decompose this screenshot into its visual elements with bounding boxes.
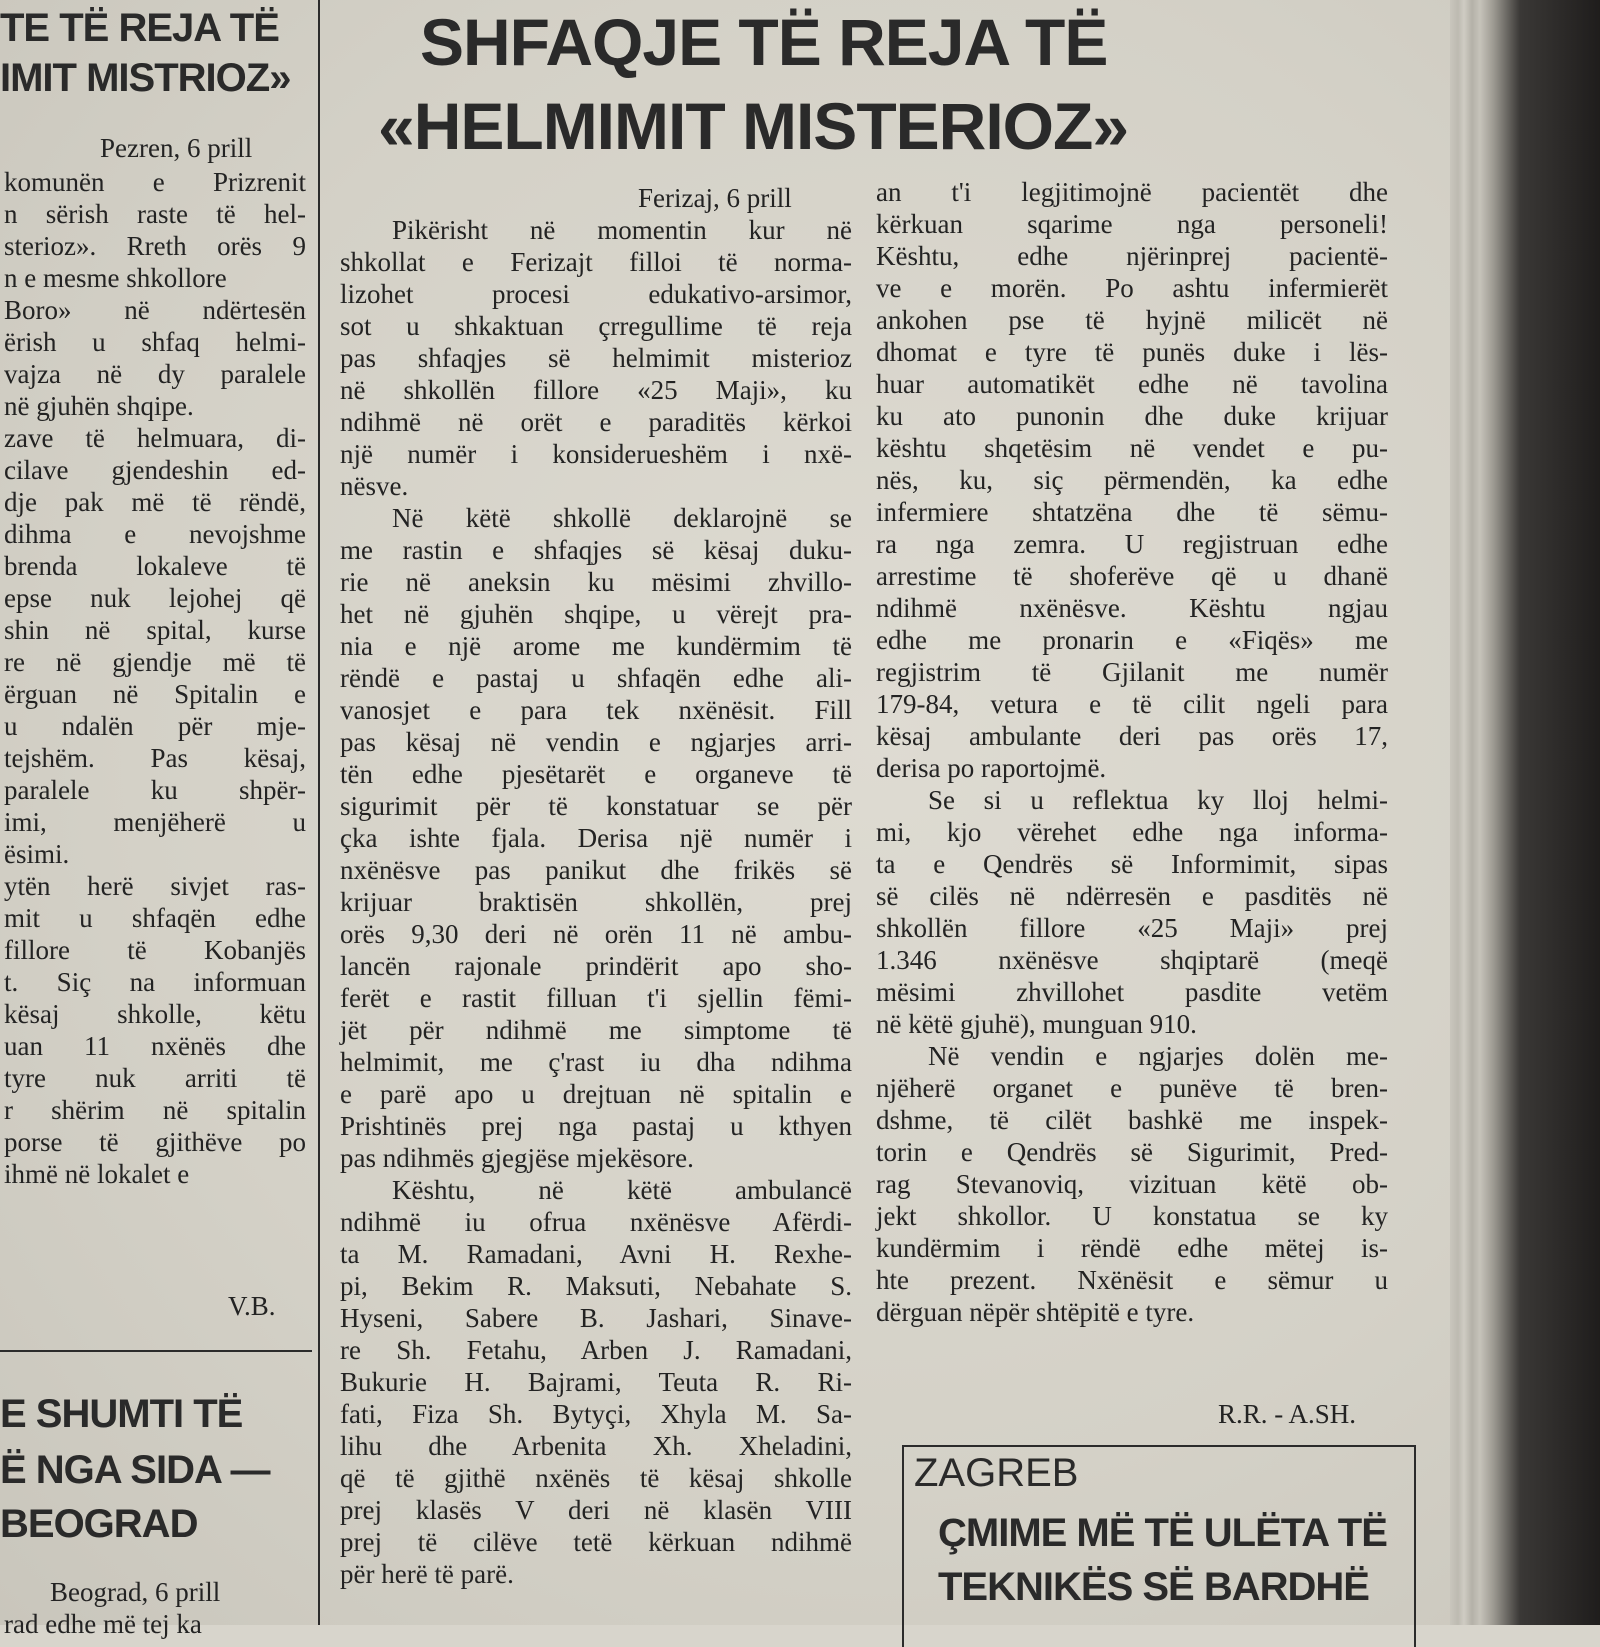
body-line: rag Stevanoviq, vizituan këtë ob- bbox=[876, 1169, 1388, 1199]
body-line: paralele ku shpër- bbox=[4, 775, 306, 805]
body-line: dje pak më të rëndë, bbox=[4, 487, 306, 517]
box-headline-line-2: TEKNIKËS SË BARDHË bbox=[938, 1565, 1369, 1609]
left-top-body bbox=[4, 166, 306, 1190]
body-line: nia e një arome me kundërmim të bbox=[340, 631, 852, 661]
body-line: 1.346 nxënësve shqiptarë (meqë bbox=[876, 945, 1388, 975]
body-line: Në vendin e ngjarjes dolën me- bbox=[928, 1041, 1388, 1071]
body-line: së cilës në ndërresën e pasditës në bbox=[876, 881, 1388, 911]
body-line: ku ato punonin dhe duke krijuar bbox=[876, 401, 1388, 431]
body-line: pi, Bekim R. Maksuti, Nebahate S. bbox=[340, 1271, 852, 1301]
body-line: ndihmë iu ofrua nxënësve Afërdi- bbox=[340, 1207, 852, 1237]
body-line: vajza në dy paralele bbox=[4, 359, 306, 389]
body-line: infermiere shtatzëna dhe të sëmu- bbox=[876, 497, 1388, 527]
main-headline-line-2: «HELMIMIT MISTERIOZ» bbox=[378, 89, 1129, 163]
body-line: nës, ku, siç përmendën, ka edhe bbox=[876, 465, 1388, 495]
body-line: që të gjithë nxënës të kësaj shkolle bbox=[340, 1463, 852, 1493]
body-line: pas kësaj në vendin e ngjarjes arri- bbox=[340, 727, 852, 757]
body-line: pas shfaqjes së helmimit misterioz bbox=[340, 343, 852, 373]
body-line: krijuar braktisën shkollën, prej bbox=[340, 887, 852, 917]
body-line: prej të cilëve tetë kërkuan ndihmë bbox=[340, 1527, 852, 1557]
body-line: një numër i konsiderueshëm i nxë- bbox=[340, 439, 852, 469]
body-line: tën edhe pjesëtarët e organeve të bbox=[340, 759, 852, 789]
body-line: në këtë gjuhë), munguan 910. bbox=[876, 1009, 1197, 1039]
body-line: u ndalën për mje- bbox=[4, 711, 306, 741]
body-line: Se si u reflektua ky lloj helmi- bbox=[928, 785, 1388, 815]
body-line: derisa po raportojmë. bbox=[876, 753, 1107, 783]
left-top-dateline: Pezren, 6 prill bbox=[100, 133, 253, 163]
body-line: orës 9,30 deri në orën 11 në ambu- bbox=[340, 919, 852, 949]
body-line: kundërmim i rëndë edhe mëtej is- bbox=[876, 1233, 1388, 1263]
body-line: t. Siç na informuan bbox=[4, 967, 306, 997]
left-bottom-dateline: Beograd, 6 prill bbox=[50, 1577, 221, 1607]
body-line: n sërish raste të hel- bbox=[4, 199, 306, 229]
left-bottom-headline-line-1: E SHUMTI TË bbox=[0, 1392, 243, 1436]
body-line: me rastin e shfaqjes së kësaj duku- bbox=[340, 535, 852, 565]
body-line: për herë të parë. bbox=[340, 1559, 514, 1589]
body-line: Hyseni, Sabere B. Jashari, Sinave- bbox=[340, 1303, 852, 1333]
body-line: Boro» në ndërtesën bbox=[4, 295, 306, 325]
body-line: ytën herë sivjet ras- bbox=[4, 871, 306, 901]
body-line: dshme, të cilët bashkë me inspek- bbox=[876, 1105, 1388, 1135]
left-top-headline-line-2: IMIT MISTRIOZ» bbox=[0, 56, 291, 100]
body-line: ankohen pse të hyjnë milicët në bbox=[876, 305, 1388, 335]
body-line: fati, Fiza Sh. Bytyçi, Xhyla M. Sa- bbox=[340, 1399, 852, 1429]
page-binding-edge bbox=[1450, 0, 1600, 1625]
body-line: fillore të Kobanjës bbox=[4, 935, 306, 965]
body-line: Pikërisht në momentin kur në bbox=[392, 215, 852, 245]
body-line: hte prezent. Nxënësit e sëmur u bbox=[876, 1265, 1388, 1295]
body-line: kësaj ambulante deri pas orës 17, bbox=[876, 721, 1388, 751]
body-line: nxënësve pas panikut dhe frikës së bbox=[340, 855, 852, 885]
main-dateline: Ferizaj, 6 prill bbox=[638, 183, 792, 213]
body-line: sterioz». Rreth orës 9 bbox=[4, 231, 306, 261]
body-line: vanosjet e para tek nxënësit. Fill bbox=[340, 695, 852, 725]
main-body-column-2 bbox=[876, 176, 1388, 1328]
body-line: mësimi zhvillohet pasdite vetëm bbox=[876, 977, 1388, 1007]
body-line: het në gjuhën shqipe, u vërejt pra- bbox=[340, 599, 852, 629]
body-line: ferët e rastit filluan t'i sjellin fëmi- bbox=[340, 983, 852, 1013]
left-top-headline-line-1: TE TË REJA TË bbox=[0, 6, 279, 50]
body-line: Bukurie H. Bajrami, Teuta R. Ri- bbox=[340, 1367, 852, 1397]
body-line: rie në aneksin ku mësimi zhvillo- bbox=[340, 567, 852, 597]
body-line: sot u shkaktuan çrregullime të reja bbox=[340, 311, 852, 341]
body-line: në gjuhën shqipe. bbox=[4, 391, 194, 421]
main-body-column-1 bbox=[340, 214, 852, 1590]
body-line: njëherë organet e punëve të bren- bbox=[876, 1073, 1388, 1103]
left-top-signature: V.B. bbox=[228, 1291, 276, 1321]
body-line: pas ndihmës gjegjëse mjekësore. bbox=[340, 1143, 694, 1173]
body-line: Prishtinës prej nga pastaj u kthyen bbox=[340, 1111, 852, 1141]
box-kicker: ZAGREB bbox=[914, 1451, 1079, 1495]
body-line: jekt shkollor. U konstatua se ky bbox=[876, 1201, 1388, 1231]
body-line: dhomat e tyre të punës duke i lës- bbox=[876, 337, 1388, 367]
body-line: imi, menjëherë u bbox=[4, 807, 306, 837]
body-line: ësimi. bbox=[4, 839, 70, 869]
left-bottom-headline-line-3: BEOGRAD bbox=[0, 1502, 198, 1546]
body-line: mit u shfaqën edhe bbox=[4, 903, 306, 933]
body-line: ndihmë në orët e paraditës kërkoi bbox=[340, 407, 852, 437]
body-line: nësve. bbox=[340, 471, 409, 501]
body-line: zave të helmuara, di- bbox=[4, 423, 306, 453]
body-line: uan 11 nxënës dhe bbox=[4, 1031, 306, 1061]
body-line: e parë apo u drejtuan në spitalin e bbox=[340, 1079, 852, 1109]
body-line: komunën e Prizrenit bbox=[4, 167, 306, 197]
body-line: lizohet procesi edukativo-arsimor, bbox=[340, 279, 852, 309]
body-line: rëndë e pastaj u shfaqën edhe ali- bbox=[340, 663, 852, 693]
box-headline-line-1: ÇMIME MË TË ULËTA TË bbox=[938, 1511, 1387, 1555]
body-line: ve e morën. Po ashtu infermierët bbox=[876, 273, 1388, 303]
body-line: arrestime të shoferëve që u dhanë bbox=[876, 561, 1388, 591]
body-line: ta e Qendrës së Informimit, sipas bbox=[876, 849, 1388, 879]
body-line: epse nuk lejohej që bbox=[4, 583, 306, 613]
column-divider-rule bbox=[318, 0, 320, 1625]
body-line: 179-84, vetura e të cilit ngeli para bbox=[876, 689, 1388, 719]
body-line: tyre nuk arriti të bbox=[4, 1063, 306, 1093]
body-line: cilave gjendeshin ed- bbox=[4, 455, 306, 485]
main-headline-line-1: SHFAQJE TË REJA TË bbox=[420, 5, 1108, 79]
body-line: Në këtë shkollë deklarojnë se bbox=[392, 503, 852, 533]
main-signature: R.R. - A.SH. bbox=[1218, 1399, 1357, 1429]
left-bottom-body-line: rad edhe më tej ka bbox=[4, 1609, 202, 1639]
body-line: kërkuan sqarime nga personeli! bbox=[876, 209, 1388, 239]
body-line: ta M. Ramadani, Avni H. Rexhe- bbox=[340, 1239, 852, 1269]
body-line: dërguan nëpër shtëpitë e tyre. bbox=[876, 1297, 1195, 1327]
body-line: prej klasës V deri në klasën VIII bbox=[340, 1495, 852, 1525]
body-line: dihma e nevojshme bbox=[4, 519, 306, 549]
body-line: porse të gjithëve po bbox=[4, 1127, 306, 1157]
body-line: ërguan në Spitalin e bbox=[4, 679, 306, 709]
body-line: shkollat e Ferizajt filloi të norma- bbox=[340, 247, 852, 277]
body-line: lihu dhe Arbenita Xh. Xheladini, bbox=[340, 1431, 852, 1461]
body-line: ra nga zemra. U regjistruan edhe bbox=[876, 529, 1388, 559]
body-line: Kështu, në këtë ambulancë bbox=[392, 1175, 852, 1205]
body-line: kështu shqetësim në vendet e pu- bbox=[876, 433, 1388, 463]
body-line: re Sh. Fetahu, Arben J. Ramadani, bbox=[340, 1335, 852, 1365]
body-line: n e mesme shkollore bbox=[4, 263, 227, 293]
body-line: ërish u shfaq helmi- bbox=[4, 327, 306, 357]
body-line: ndihmë nxënësve. Kështu ngjau bbox=[876, 593, 1388, 623]
left-divider-rule bbox=[0, 1350, 312, 1352]
body-line: shkollën fillore «25 Maji» prej bbox=[876, 913, 1388, 943]
body-line: r shërim në spitalin bbox=[4, 1095, 306, 1125]
body-line: lancën rajonale prindërit apo sho- bbox=[340, 951, 852, 981]
body-line: në shkollën fillore «25 Maji», ku bbox=[340, 375, 852, 405]
body-line: jët për ndihmë me simptome të bbox=[340, 1015, 852, 1045]
body-line: edhe me pronarin e «Fiqës» me bbox=[876, 625, 1388, 655]
body-line: kësaj shkolle, këtu bbox=[4, 999, 306, 1029]
body-line: torin e Qendrës së Sigurimit, Pred- bbox=[876, 1137, 1388, 1167]
body-line: huar automatikët edhe në tavolina bbox=[876, 369, 1388, 399]
body-line: sigurimit për të konstatuar se për bbox=[340, 791, 852, 821]
zagreb-box-article bbox=[902, 1445, 1416, 1647]
left-bottom-headline-line-2: Ë NGA SIDA — bbox=[0, 1448, 270, 1492]
body-line: ihmë në lokalet e bbox=[4, 1159, 190, 1189]
body-line: re në gjendje më të bbox=[4, 647, 306, 677]
body-line: çka ishte fjala. Derisa një numër i bbox=[340, 823, 852, 853]
body-line: regjistrim të Gjilanit me numër bbox=[876, 657, 1388, 687]
body-line: an t'i legjitimojnë pacientët dhe bbox=[876, 177, 1388, 207]
body-line: mi, kjo vërehet edhe nga informa- bbox=[876, 817, 1388, 847]
body-line: brenda lokaleve të bbox=[4, 551, 306, 581]
body-line: helmimit, me ç'rast iu dha ndihma bbox=[340, 1047, 852, 1077]
body-line: Kështu, edhe njërinprej pacientë- bbox=[876, 241, 1388, 271]
body-line: shin në spital, kurse bbox=[4, 615, 306, 645]
body-line: tejshëm. Pas kësaj, bbox=[4, 743, 306, 773]
